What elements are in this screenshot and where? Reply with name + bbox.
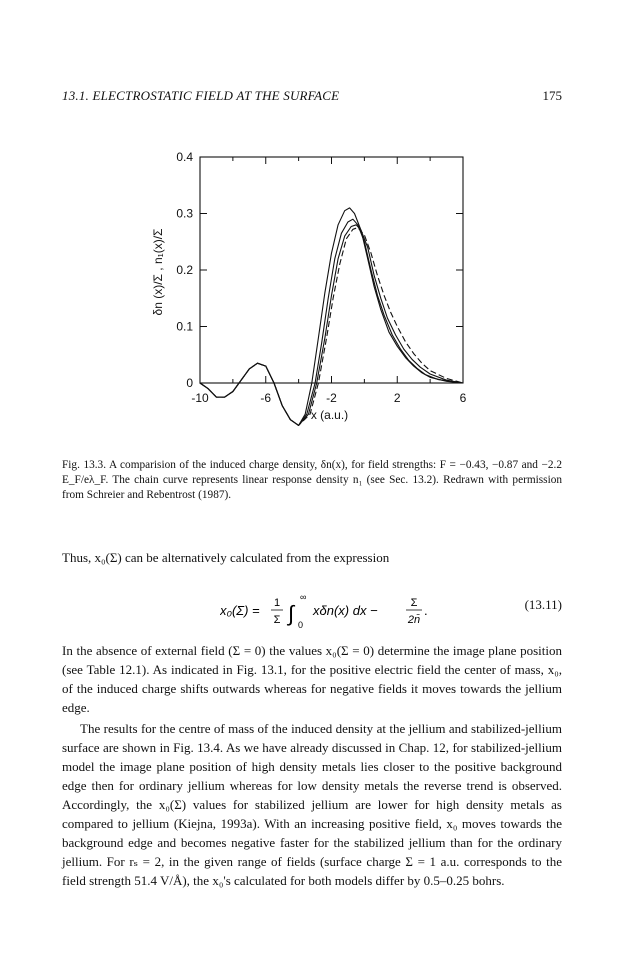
equation-number: (13.11) [524, 597, 562, 612]
x-tick-label: -10 [191, 391, 209, 405]
eq-integrand: xδn(x) dx − [313, 603, 378, 618]
induced-density-chart [140, 145, 480, 430]
y-tick-label: 0.3 [176, 206, 193, 221]
figure-caption [62, 458, 562, 503]
paragraph-2: The results for the centre of mass of the induced density at the jellium and stabilized-jellium surface are shown in Fig. 13.4. As we have already discussed in Chap. 12, for stabilized-jellium model the image plane position of high density metals lies closer to the positive background edge then for ordinary jellium whereas for low density metals the reverse trend is observed. Accordingly, the x₀(Σ) values for stabilized jellium are lower for high density metals as compared to jellium (Kiejna, 1993a). With an increasing positive field, x₀ moves towards the background edge and becomes negative faster for the stabilized jellium than for the ordinary jellium. For rₛ = 2, in the given range of fields (surface charge Σ = 1 a.u. corresponds to the field strength 51.4 V/Å), the x₀'s calculated for both models differ by 0.5–0.25 bohrs. [62, 721, 562, 888]
caption-text: Fig. 13.3. A comparision of the induced charge density, δn(x), for field strengths: F = −0.43, −0.87 and −2.2 E_F/eλ_F. The chain curve represents linear response density n₁ (see Sec. 13.2). Redrawn with permission from Schreier and Rebentrost (1987). [62, 459, 562, 501]
running-head: 13.1. ELECTROSTATIC FIELD AT THE SURFACE [62, 88, 340, 103]
page-number: 175 [542, 88, 562, 103]
equation-13-11 [62, 585, 562, 635]
x-tick-label: 2 [393, 391, 401, 405]
eq-frac1-den: Σ [273, 614, 281, 626]
y-tick-label: 0.4 [176, 150, 193, 164]
eq-frac1-num: 1 [273, 597, 281, 609]
eq-frac2-num: Σ [410, 597, 418, 609]
axis-labels [151, 150, 467, 422]
equation-body [220, 591, 450, 631]
x-axis-label: x (a.u.) [310, 408, 349, 422]
x-tick-label: -2 [326, 391, 337, 405]
plot-frame [200, 157, 463, 383]
axes [200, 157, 463, 383]
eq-integral-sign: ∫ [288, 601, 295, 626]
x-tick-label: 6 [459, 391, 467, 405]
eq-lower-limit: 0 [298, 620, 304, 630]
y-tick-label: 0.1 [176, 319, 193, 334]
lead-paragraph: Thus, x₀(Σ) can be alternatively calculated from the expression [62, 550, 390, 565]
x-tick-label: -6 [260, 391, 272, 405]
eq-lhs: x₀(Σ) = [220, 603, 260, 618]
page-header [62, 88, 562, 108]
y-tick-label: 0 [186, 376, 193, 390]
eq-frac2-den: 2n̄ [407, 614, 421, 626]
y-axis-label: δn (x)/Σ , n₁(x)/Σ [151, 228, 165, 316]
eq-end: . [424, 603, 428, 618]
paragraph-1: In the absence of external field (Σ = 0) the values x₀(Σ = 0) determine the image plane position (see Table 12.1). As indicated in Fig. 13.1, for the positive electric field the center of mass, x₀, of the induced charge shifts outwards whereas for negative fields it moves towards the jellium edge. [62, 643, 562, 715]
y-tick-label: 0.2 [176, 263, 193, 277]
eq-upper-limit: ∞ [300, 592, 307, 602]
